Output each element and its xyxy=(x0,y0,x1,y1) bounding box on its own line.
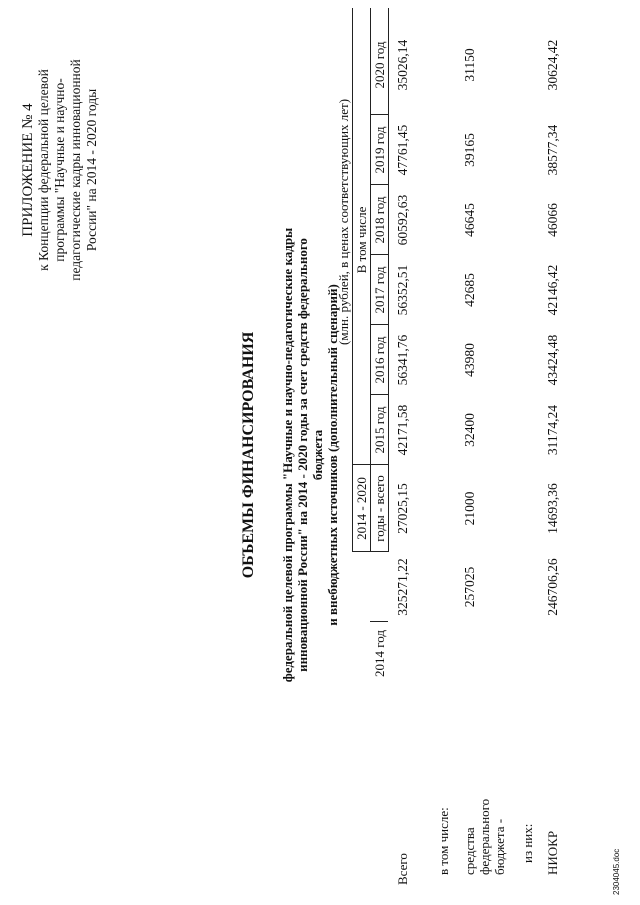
group-header: В том числе xyxy=(354,206,369,274)
cell-value: 14693,36 xyxy=(545,483,560,534)
cell-value: 46066 xyxy=(545,203,560,237)
appendix-line: программы "Научные и научно- xyxy=(52,78,67,262)
financing-table xyxy=(352,8,562,885)
unit-note: (млн. рублей, в ценах соответствующих лет) xyxy=(336,98,351,345)
year-header: 2015 год xyxy=(372,406,387,454)
table-rule xyxy=(388,8,389,552)
subtitle-line: и внебюджетных источников (дополнительный сценарий) xyxy=(325,284,340,626)
row-label-including: в том числе: xyxy=(436,807,451,875)
cell-value: 56352,51 xyxy=(395,264,410,316)
cell-value: 43980 xyxy=(462,343,477,377)
row-label-niokr: НИОКР xyxy=(545,830,560,875)
row-label-federal: федерального xyxy=(477,798,492,875)
document-title: ОБЪЕМЫ ФИНАНСИРОВАНИЯ xyxy=(240,331,257,579)
cell-value: 35026,14 xyxy=(395,39,410,91)
row-label-total: Всего xyxy=(395,853,410,885)
total-header-line: 2014 - 2020 xyxy=(354,477,369,540)
row-label-federal: бюджета - xyxy=(492,818,507,875)
cell-value: 27025,15 xyxy=(395,483,410,534)
subtitle-line: инновационной России" на 2014 - 2020 годы за счет средств федерального бюджета xyxy=(295,238,325,672)
appendix-line: к Концепции федеральной целевой xyxy=(36,69,51,271)
cell-total: 257025 xyxy=(462,566,477,608)
cell-value: 21000 xyxy=(462,491,477,526)
cell-value: 39165 xyxy=(462,133,477,167)
year-header: 2019 год xyxy=(372,126,387,174)
year-header: 2018 год xyxy=(372,196,387,244)
cell-value: 38577,34 xyxy=(545,124,560,176)
row-label-federal: средства xyxy=(462,827,477,875)
cell-value: 32400 xyxy=(462,413,477,447)
cell-value: 31150 xyxy=(462,48,477,82)
cell-value: 30624,42 xyxy=(545,39,560,91)
cell-value: 31174,24 xyxy=(545,404,560,456)
cell-value: 46645 xyxy=(462,203,477,237)
table-rule xyxy=(370,8,371,552)
cell-value: 42146,42 xyxy=(545,264,560,316)
cell-total: 325271,22 xyxy=(395,558,410,616)
cell-total: 246706,26 xyxy=(545,558,560,616)
year-header: 2014 год xyxy=(372,630,387,677)
appendix-line: России" на 2014 - 2020 годы xyxy=(84,88,99,252)
subtitle-line: федеральной целевой программы "Научные и научно-педагогические кадры xyxy=(280,227,295,683)
document-heading xyxy=(240,225,340,685)
cell-value: 56341,76 xyxy=(395,334,410,386)
row-label-of-which: из них: xyxy=(520,823,535,863)
appendix-title: ПРИЛОЖЕНИЕ № 4 xyxy=(20,103,36,237)
total-header-line: годы - всего xyxy=(372,475,387,542)
table-rule xyxy=(352,8,353,552)
appendix-line: педагогические кадры инновационной xyxy=(68,59,83,281)
cell-value: 42171,58 xyxy=(395,404,410,456)
cell-value: 43424,48 xyxy=(545,334,560,386)
year-header: 2016 год xyxy=(372,336,387,384)
document-id: 2304045.doc xyxy=(612,848,621,895)
cell-value: 47761,45 xyxy=(395,124,410,176)
year-header: 2020 год xyxy=(372,41,387,89)
appendix-block xyxy=(20,25,100,315)
cell-value: 60592,63 xyxy=(395,194,410,246)
year-header: 2017 год xyxy=(372,266,387,314)
cell-value: 42685 xyxy=(462,273,477,307)
